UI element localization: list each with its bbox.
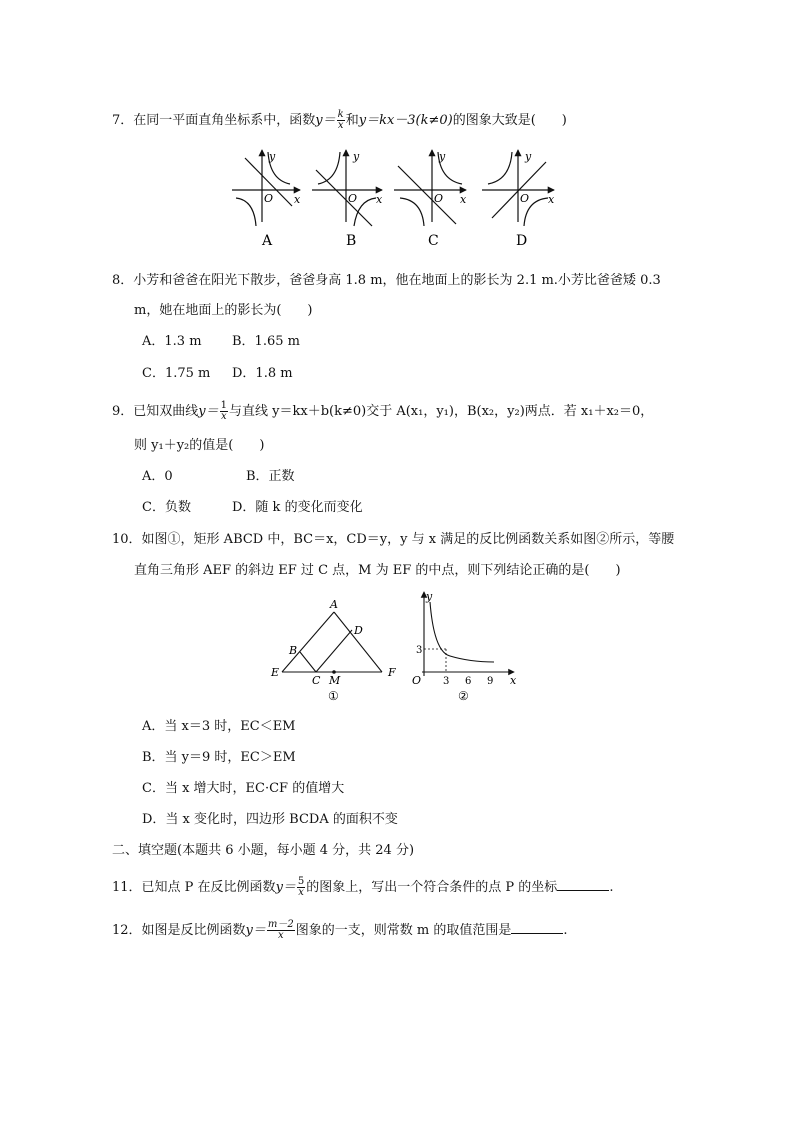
q7-mid: 和 — [345, 113, 359, 128]
fig2-xtick-3: 3 — [443, 676, 450, 687]
q12-end: . — [563, 923, 568, 938]
q8-option-c: C．1.75 m — [142, 366, 211, 381]
graph-b-x: x — [376, 193, 383, 206]
fig2-ytick: 3 — [416, 645, 423, 656]
graph-a-origin: O — [264, 192, 274, 205]
graph-c-x: x — [460, 193, 467, 206]
q11-frac-num: 5 — [297, 876, 305, 887]
section-2-heading: 二、填空题(本题共 6 小题，每小题 4 分，共 24 分) — [112, 843, 415, 858]
graph-b-y: y — [353, 150, 360, 163]
fig2-curve — [430, 602, 494, 662]
q12-fraction — [267, 920, 295, 941]
graph-d-origin: O — [520, 192, 530, 205]
q12-prefix: 12．如图是反比例函数 — [112, 923, 246, 938]
q12-stem — [112, 920, 568, 941]
fig2-y-label: y — [426, 590, 433, 603]
q9-f-lhs: y＝ — [198, 404, 219, 419]
q7-stem — [112, 110, 567, 131]
q10-option-d: D．当 x 变化时，四边形 BCDA 的面积不变 — [142, 812, 398, 827]
q11-prefix: 11．已知点 P 在反比例函数 — [112, 880, 276, 895]
q11-suffix: 的图象上，写出一个符合条件的点 P 的坐标 — [306, 880, 558, 895]
graph-a — [232, 150, 300, 226]
fig2-axes — [422, 592, 514, 676]
graph-d-x: x — [548, 193, 555, 206]
q12-answer-blank[interactable] — [511, 921, 563, 934]
graph-d-label: D — [516, 233, 528, 249]
q8-line1: 8．小芳和爸爸在阳光下散步，爸爸身高 1.8 m，他在地面上的影长为 2.1 m.小芳比爸爸矮 0.3 — [112, 273, 661, 288]
q8-option-a: A．1.3 m — [142, 334, 202, 349]
graph-a-x: x — [294, 193, 301, 206]
fig2-caption: ② — [458, 689, 469, 703]
q9-option-c: C．负数 — [142, 500, 191, 515]
fig1-label-e: E — [271, 666, 280, 679]
fig1-label-a: A — [330, 598, 338, 611]
fig2-x-label: x — [510, 674, 517, 687]
q7-frac-num: k — [337, 109, 344, 120]
q12-frac-num: m－2 — [267, 919, 294, 930]
q9-option-b: B．正数 — [246, 469, 295, 484]
q12-frac-den: x — [278, 930, 284, 941]
q7-f2: y＝kx－3(k≠0) — [358, 113, 453, 128]
fig1-label-b: B — [289, 644, 298, 657]
q7-graphs — [0, 140, 794, 260]
q8-option-b: B．1.65 m — [232, 334, 300, 349]
q11-answer-blank[interactable] — [557, 878, 609, 891]
fig2-origin: O — [412, 674, 422, 687]
fig1-caption: ① — [328, 689, 339, 703]
graph-c-origin: O — [434, 192, 444, 205]
q8-line2: m，她在地面上的影长为( ) — [134, 303, 313, 318]
q7-suffix: 的图象大致是( ) — [452, 113, 567, 128]
graph-a-y: y — [269, 150, 276, 163]
graph-d — [482, 150, 554, 226]
q10-figures — [0, 588, 794, 708]
q9-fraction — [220, 401, 228, 422]
q12-suffix: 图象的一支，则常数 m 的取值范围是 — [295, 923, 512, 938]
fig1-label-f: F — [388, 666, 396, 679]
q9-rest: 与直线 y＝kx＋b(k≠0)交于 A(x₁，y₁)，B(x₂，y₂)两点．若 x₁＋x₂＝0， — [229, 404, 654, 419]
graph-c — [394, 150, 466, 226]
q7-frac-den: x — [337, 120, 344, 131]
q11-f-lhs: y＝ — [275, 880, 296, 895]
q11-frac-den: x — [298, 887, 304, 898]
q9-option-a: A．0 — [142, 469, 173, 484]
graph-b-origin: O — [348, 192, 358, 205]
graph-d-y: y — [525, 150, 532, 163]
q10-line1: 10．如图①，矩形 ABCD 中，BC＝x，CD＝y，y 与 x 满足的反比例函数关系如图②所示，等腰 — [112, 532, 675, 547]
q9-frac-num: 1 — [220, 400, 228, 411]
q11-end: . — [609, 880, 614, 895]
q8-option-d: D．1.8 m — [232, 366, 293, 381]
q10-line2: 直角三角形 AEF 的斜边 EF 过 C 点，M 为 EF 的中点，则下列结论正确的是( ) — [134, 563, 621, 578]
q9-stem — [112, 401, 653, 422]
q10-option-b: B．当 y＝9 时，EC＞EM — [142, 750, 296, 765]
q7-fraction — [337, 110, 345, 131]
q9-line2: 则 y₁＋y₂的值是( ) — [134, 438, 265, 453]
q12-f-lhs: y＝ — [245, 923, 266, 938]
q10-option-c: C．当 x 增大时，EC·CF 的值增大 — [142, 781, 345, 796]
fig1-label-d: D — [354, 624, 363, 637]
fig2-xtick-6: 6 — [465, 676, 472, 687]
q9-prefix: 9．已知双曲线 — [112, 404, 199, 419]
fig1-label-c: C — [312, 674, 321, 687]
graph-c-y: y — [439, 150, 446, 163]
q9-frac-den: x — [221, 411, 227, 422]
q11-fraction — [297, 877, 305, 898]
graph-c-label: C — [428, 233, 439, 249]
q7-f1-lhs: y＝ — [315, 113, 336, 128]
graph-b — [312, 150, 382, 226]
fig1-label-m: M — [329, 674, 341, 687]
q7-prefix: 7．在同一平面直角坐标系中，函数 — [112, 113, 316, 128]
fig2-xtick-9: 9 — [487, 676, 494, 687]
q10-option-a: A．当 x＝3 时，EC＜EM — [142, 719, 296, 734]
fig2-guides — [424, 649, 446, 672]
graph-b-label: B — [346, 233, 357, 249]
q9-option-d: D．随 k 的变化而变化 — [232, 500, 363, 515]
q11-stem — [112, 877, 613, 898]
graph-a-label: A — [262, 233, 273, 249]
fig1-geometry — [282, 612, 382, 672]
